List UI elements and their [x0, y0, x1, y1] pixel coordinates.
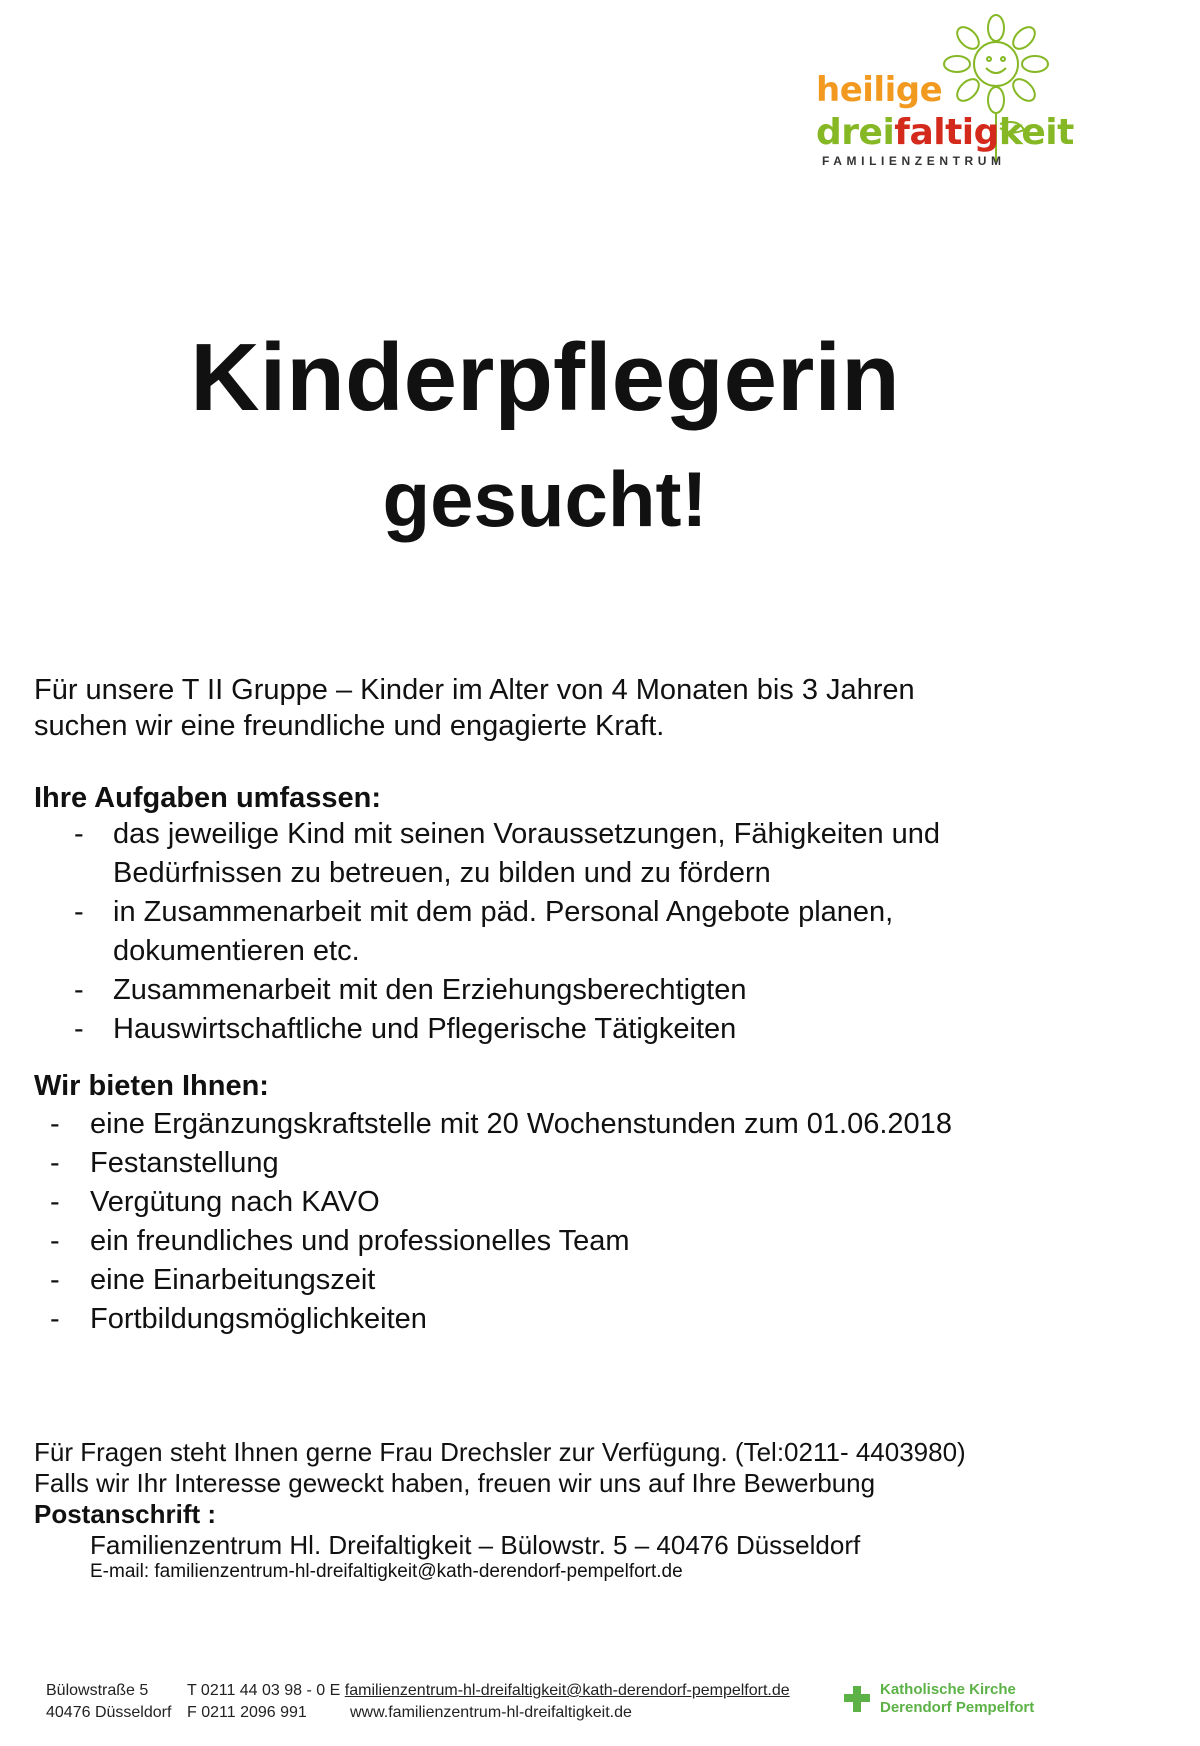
list-bullet: - [74, 818, 84, 850]
list-bullet: - [50, 1108, 60, 1140]
footer-email-prefix: E [329, 1682, 341, 1699]
list-item: Fortbildungsmöglichkeiten [90, 1303, 427, 1335]
footer-street: Bülowstraße 5 [46, 1682, 149, 1699]
list-item: das jeweilige Kind mit seinen Voraussetzungen, Fähigkeiten und [113, 818, 941, 850]
logo-word-part: faltig [894, 112, 999, 153]
intro-line-2: suchen wir eine freundliche und engagierte Kraft. [34, 710, 665, 742]
footer-email-link[interactable]: familienzentrum-hl-dreifaltigkeit@kath-derendorf-pempelfort.de [344, 1682, 790, 1699]
list-item: eine Einarbeitungszeit [90, 1264, 376, 1296]
logo-word-part: drei [816, 112, 895, 153]
church-name-line-1: Katholische Kirche [880, 1681, 1016, 1698]
list-bullet: - [50, 1225, 60, 1257]
postal-address: Familienzentrum Hl. Dreifaltigkeit – Bülowstr. 5 – 40476 Düsseldorf [90, 1530, 861, 1560]
page-title: Kinderpflegerin [190, 324, 900, 431]
tasks-heading: Ihre Aufgaben umfassen: [34, 782, 381, 814]
list-bullet: - [50, 1303, 60, 1335]
list-bullet: - [74, 974, 84, 1006]
logo-word-familienzentrum: FAMILIENZENTRUM [822, 154, 1006, 168]
list-item: ein freundliches und professionelles Team [90, 1225, 630, 1257]
church-name-line-2: Derendorf Pempelfort [880, 1699, 1035, 1716]
list-item: Hauswirtschaftliche und Pflegerische Tätigkeiten [113, 1013, 737, 1045]
list-item-continuation: dokumentieren etc. [113, 935, 360, 967]
footer-phone-number: T 0211 44 03 98 - 0 [187, 1682, 326, 1699]
footer-city: 40476 Düsseldorf [46, 1704, 172, 1721]
footer-phone [187, 1680, 790, 1702]
list-bullet: - [74, 1013, 84, 1045]
list-item: eine Ergänzungskraftstelle mit 20 Wochenstunden zum 01.06.2018 [90, 1108, 952, 1140]
offer-heading: Wir bieten Ihnen: [34, 1070, 269, 1102]
list-bullet: - [74, 896, 84, 928]
postal-label: Postanschrift : [34, 1499, 217, 1529]
list-bullet: - [50, 1264, 60, 1296]
contact-interest: Falls wir Ihr Interesse geweckt haben, freuen wir uns auf Ihre Bewerbung [34, 1468, 876, 1498]
footer-web-link[interactable]: www.familienzentrum-hl-dreifaltigkeit.de [350, 1704, 632, 1721]
list-item-continuation: Bedürfnissen zu betreuen, zu bilden und zu fördern [113, 857, 771, 889]
intro-line-1: Für unsere T II Gruppe – Kinder im Alter von 4 Monaten bis 3 Jahren [34, 674, 915, 706]
footer-fax: F 0211 2096 991 [187, 1704, 307, 1721]
logo-word-dreifaltigkeit [816, 112, 1074, 153]
list-item: Festanstellung [90, 1147, 279, 1179]
cross-icon [842, 1684, 872, 1714]
page-subtitle: gesucht! [382, 455, 708, 543]
list-item: in Zusammenarbeit mit dem päd. Personal Angebote planen, [113, 896, 894, 928]
contact-questions: Für Fragen steht Ihnen gerne Frau Drechsler zur Verfügung. (Tel:0211- 4403980) [34, 1437, 966, 1467]
contact-email[interactable]: E-mail: familienzentrum-hl-dreifaltigkeit@kath-derendorf-pempelfort.de [90, 1561, 683, 1582]
list-bullet: - [50, 1186, 60, 1218]
list-bullet: - [50, 1147, 60, 1179]
list-item: Vergütung nach KAVO [90, 1186, 380, 1218]
list-item: Zusammenarbeit mit den Erziehungsberechtigten [113, 974, 747, 1006]
logo-word-heilige: heilige [816, 70, 943, 110]
logo-word-part: keit [998, 112, 1074, 153]
logo [810, 14, 1074, 174]
